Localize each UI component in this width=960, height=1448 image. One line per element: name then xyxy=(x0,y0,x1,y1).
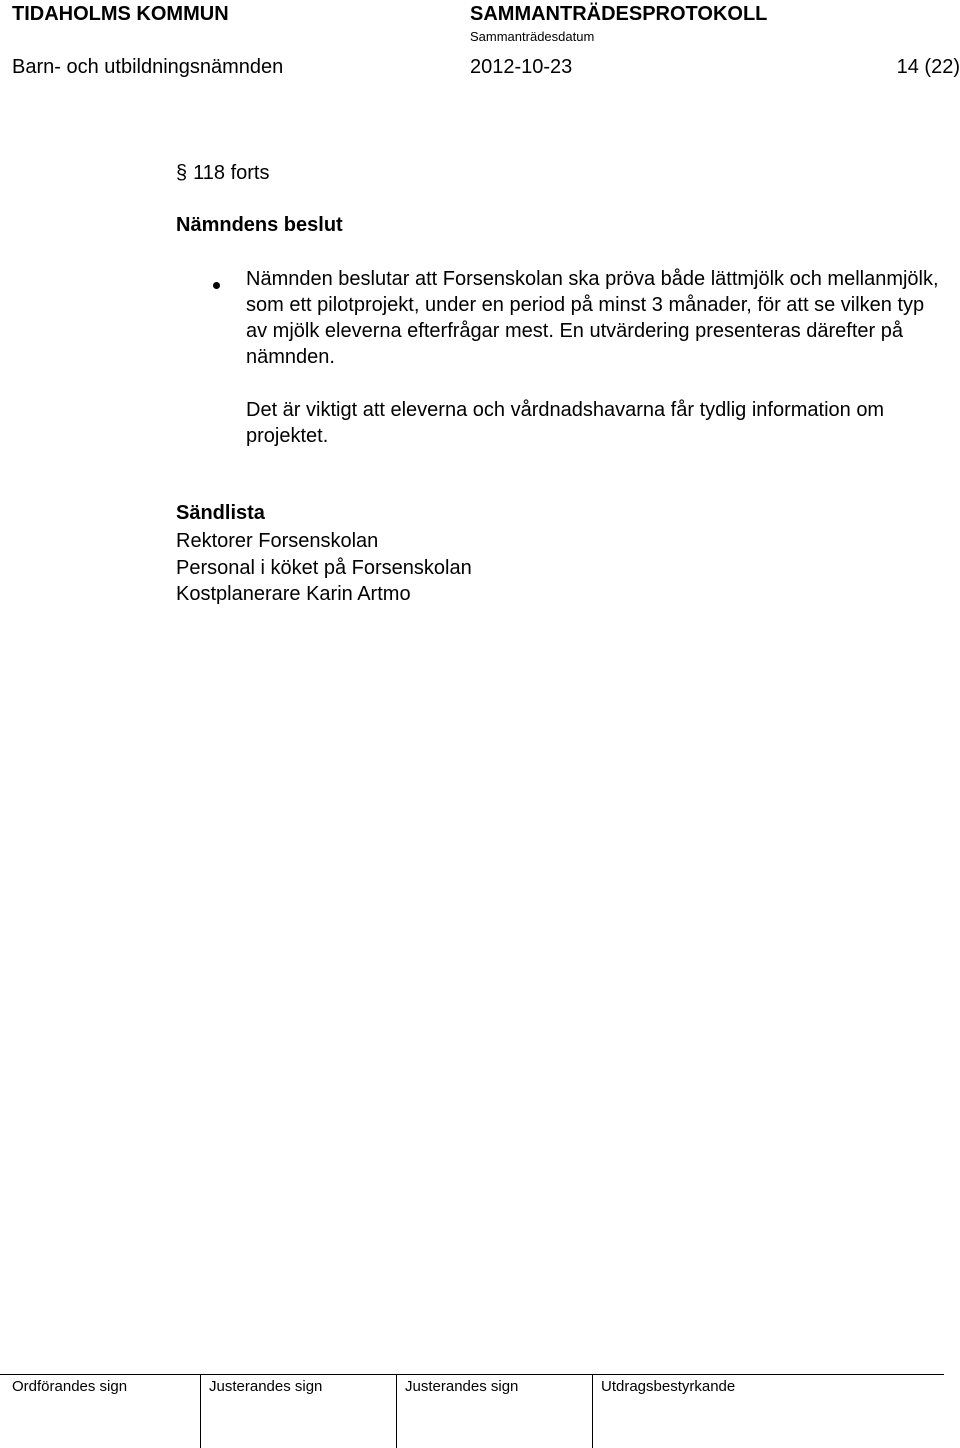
distribution-item: Rektorer Forsenskolan xyxy=(176,530,379,552)
signature-adjuster-2: Justerandes sign xyxy=(396,1375,592,1448)
board-name: Barn- och utbildningsnämnden xyxy=(12,56,284,78)
distribution-list xyxy=(176,528,472,608)
section-reference-text: 118 forts xyxy=(193,162,270,184)
distribution-heading: Sändlista xyxy=(176,502,265,524)
decision-text: Nämnden beslutar att Forsenskolan ska pröva både lättmjölk och mellanmjölk, som ett pilotprojekt, under en period på minst 3 månader, för att se vilken typ av mjölk eleverna efterfrågar mest. En utvärdering presenteras därefter på nämnden. xyxy=(246,268,939,368)
signature-certification: Utdragsbestyrkande xyxy=(592,1375,944,1448)
section-symbol: § xyxy=(176,162,188,184)
section-reference xyxy=(176,162,269,185)
bullet-icon xyxy=(213,282,220,289)
signature-chair: Ordförandes sign xyxy=(12,1378,128,1395)
decision-heading: Nämndens beslut xyxy=(176,214,343,236)
meeting-date-label: Sammanträdesdatum xyxy=(470,29,595,44)
distribution-item: Kostplanerare Karin Artmo xyxy=(176,583,411,605)
signature-table xyxy=(0,1374,944,1448)
signature-adjuster-1: Justerandes sign xyxy=(200,1375,396,1448)
page-number: 14 (22) xyxy=(896,56,960,78)
document-type: SAMMANTRÄDESPROTOKOLL xyxy=(470,3,768,25)
meeting-date: 2012-10-23 xyxy=(470,56,573,78)
distribution-item: Personal i köket på Forsenskolan xyxy=(176,556,472,579)
organization-name: TIDAHOLMS KOMMUN xyxy=(12,3,229,25)
information-text: Det är viktigt att eleverna och vårdnadshavarna får tydlig information om projektet. xyxy=(246,399,885,447)
